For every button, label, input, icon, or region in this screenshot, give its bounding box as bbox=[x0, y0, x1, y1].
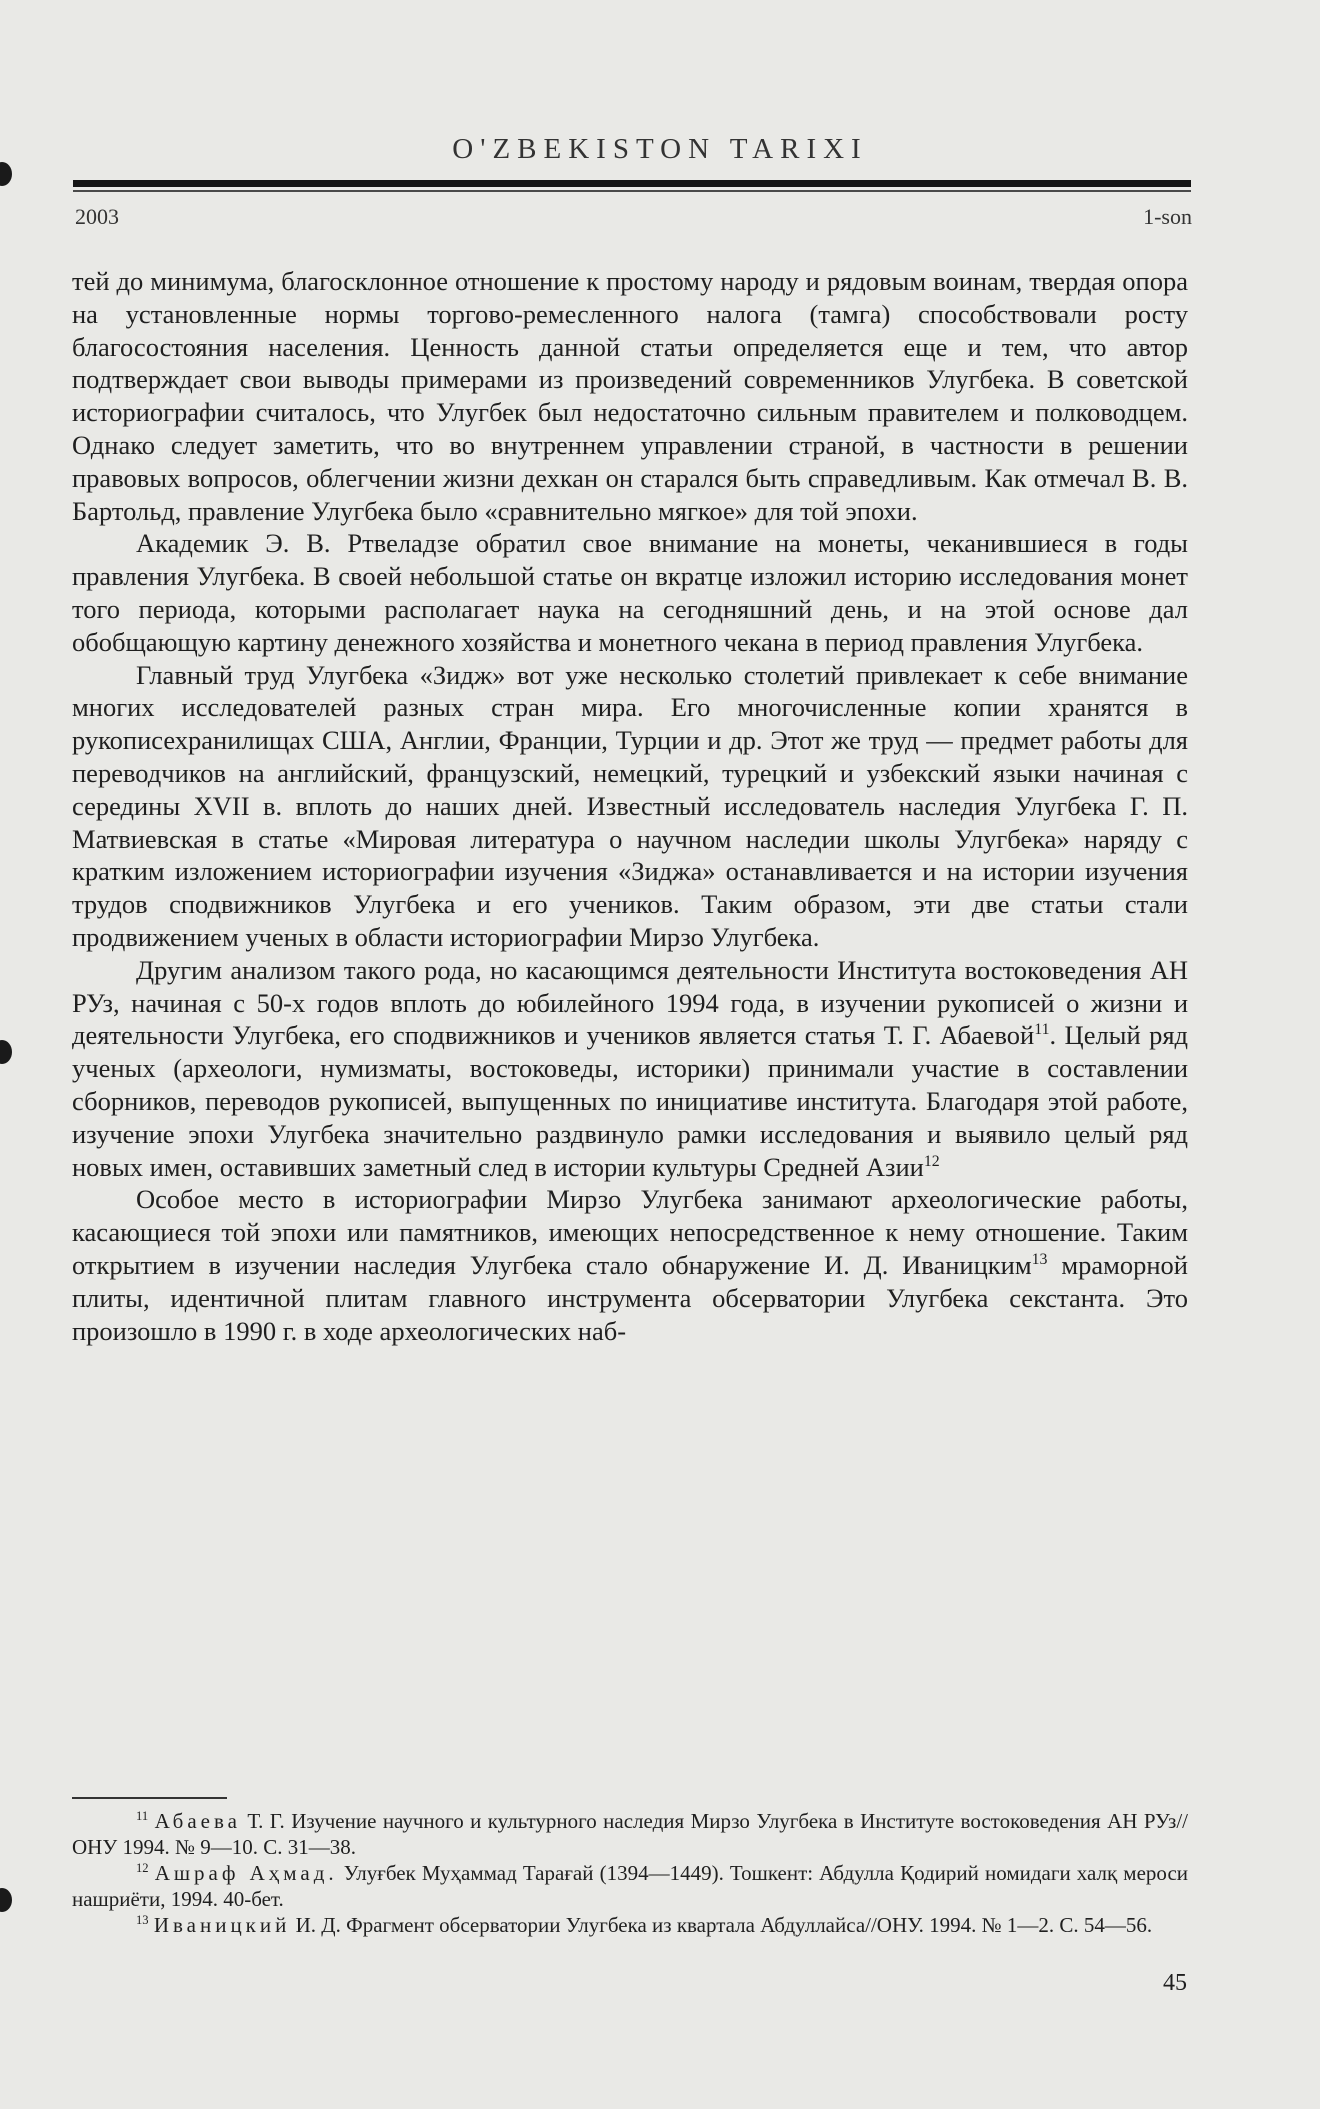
header-rule-thick bbox=[73, 180, 1191, 187]
issue-number: 1-son bbox=[1143, 204, 1192, 229]
footnote-separator bbox=[72, 1797, 227, 1799]
paragraph-4-text-a: Другим анализом такого рода, но касающимся деятельности Института востоковедения АН РУз, начиная с 50-х годов вплоть до юбилейного 1994 года, в изучении рукописей о жизни и деятельности Улугбека, его сподвижников и учеников является статья Т. Г. Абаевой bbox=[72, 954, 1188, 1051]
paragraph-3: Главный труд Улугбека «Зидж» вот уже несколько столетий привлекает к себе внимание многих исследователей разных стран мира. Его многочисленные копии хранятся в рукописехранилищах США, Англии, Франции, Турции и др. Этот же труд — предмет работы для переводчиков на английский, французский, немецкий, турецкий и узбекский языки начиная с середины XVII в. вплоть до наших дней. Известный исследователь наследия Улугбека Г. П. Матвиевская в статье «Мировая литература о научном наследии школы Улугбека» наряду с кратким изложением историографии изучения «Зиджа» останавливается и на истории изучения трудов сподвижников Улугбека и его учеников. Таким образом, эти две статьи стали продвижением ученых в области историографии Мирзо Улугбека. bbox=[72, 659, 1188, 952]
footnote-author: Иваницкий bbox=[153, 1913, 291, 1937]
paragraph-5-text-a: Особое место в историографии Мирзо Улугбека занимают археологические работы, касающиеся той эпохи или памятников, имеющих непосредственное к нему отношение. Таким открытием в изучении наследия Улугбека стало обнаружение И. Д. Иваницким bbox=[72, 1184, 1188, 1280]
paragraph-5-text-b: мраморной плиты, идентичной плитам главного инструмента обсерватории Улугбека секстанта. Это произошло в 1990 г. в ходе археологических наб- bbox=[72, 1249, 1188, 1346]
footnote-ref-11[interactable]: 11 bbox=[1034, 1021, 1050, 1039]
footnote-13 bbox=[72, 1912, 1188, 1938]
issue-year: 2003 bbox=[75, 204, 119, 229]
journal-title: O'ZBEKISTON TARIXI bbox=[452, 133, 868, 165]
footnote-text: Т. Г. Изучение научного и культурного наследия Мирзо Улугбека в Институте востоковедения АН РУз//ОНУ 1994. № 9—10. С. 31—38. bbox=[72, 1809, 1188, 1859]
footnote-text: И. Д. Фрагмент обсерватории Улугбека из квартала Абдуллайса//ОНУ. 1994. № 1—2. С. 54—56. bbox=[290, 1913, 1153, 1937]
paragraph-4 bbox=[72, 954, 1188, 1184]
footnotes bbox=[72, 1808, 1188, 1938]
binding-hole-bottom bbox=[0, 1888, 12, 1912]
article-body bbox=[72, 265, 1188, 1347]
footnote-number: 12 bbox=[136, 1861, 149, 1875]
paragraph-2: Академик Э. В. Ртвеладзе обратил свое внимание на монеты, чеканившиеся в годы правления Улугбека. В своей небольшой статье он вкратце изложил историю исследования монет того периода, которыми располагает наука на сегодняшний день, и на этой основе дал обобщающую картину денежного хозяйства и монетного чекана в период правления Улугбека. bbox=[72, 528, 1188, 657]
page-number: 45 bbox=[1163, 1970, 1187, 1996]
footnote-ref-13[interactable]: 13 bbox=[1031, 1251, 1048, 1269]
paragraph-5 bbox=[72, 1183, 1188, 1347]
footnote-author: Ашраф Аҳмад. bbox=[154, 1861, 338, 1885]
footnote-12 bbox=[72, 1860, 1188, 1912]
paragraph-4-text-b: . Целый ряд ученых (археологи, нумизматы, востоковеды, историки) принимали участие в составлении сборников, переводов рукописей, выпущенных по инициативе института. Благодаря этой работе, изучение эпохи Улугбека значительно раздвинуло рамки исследования и выявило целый ряд новых имен, оставивших заметный след в истории культуры Средней Азии bbox=[72, 1020, 1188, 1182]
header-rule-thin bbox=[73, 190, 1191, 192]
footnote-ref-12[interactable]: 12 bbox=[923, 1152, 940, 1170]
footnote-number: 13 bbox=[136, 1913, 149, 1927]
footnote-text: Улуғбек Муҳаммад Тарағай (1394—1449). Тошкент: Абдулла Қодирий номидаги халқ мероси нашриёти, 1994. 40-бет. bbox=[72, 1861, 1189, 1911]
footnote-number: 11 bbox=[136, 1809, 149, 1823]
footnote-11 bbox=[72, 1808, 1188, 1860]
paragraph-1: тей до минимума, благосклонное отношение к простому народу и рядовым воинам, твердая опора на установленные нормы торгово-ремесленного налога (тамга) способствовали росту благосостояния населения. Ценность данной статьи определяется еще и тем, что автор подтверждает свои выводы примерами из произведений современников Улугбека. В советской историографии считалось, что Улугбек был недостаточно сильным правителем и полководцем. Однако следует заметить, что во внутреннем управлении страной, в частности в решении правовых вопросов, облегчении жизни дехкан он старался быть справедливым. Как отмечал В. В. Бартольд, правление Улугбека было «сравнительно мягкое» для той эпохи. bbox=[72, 266, 1188, 526]
footnote-author: Абаева bbox=[154, 1809, 241, 1833]
binding-hole-middle bbox=[0, 1040, 12, 1064]
